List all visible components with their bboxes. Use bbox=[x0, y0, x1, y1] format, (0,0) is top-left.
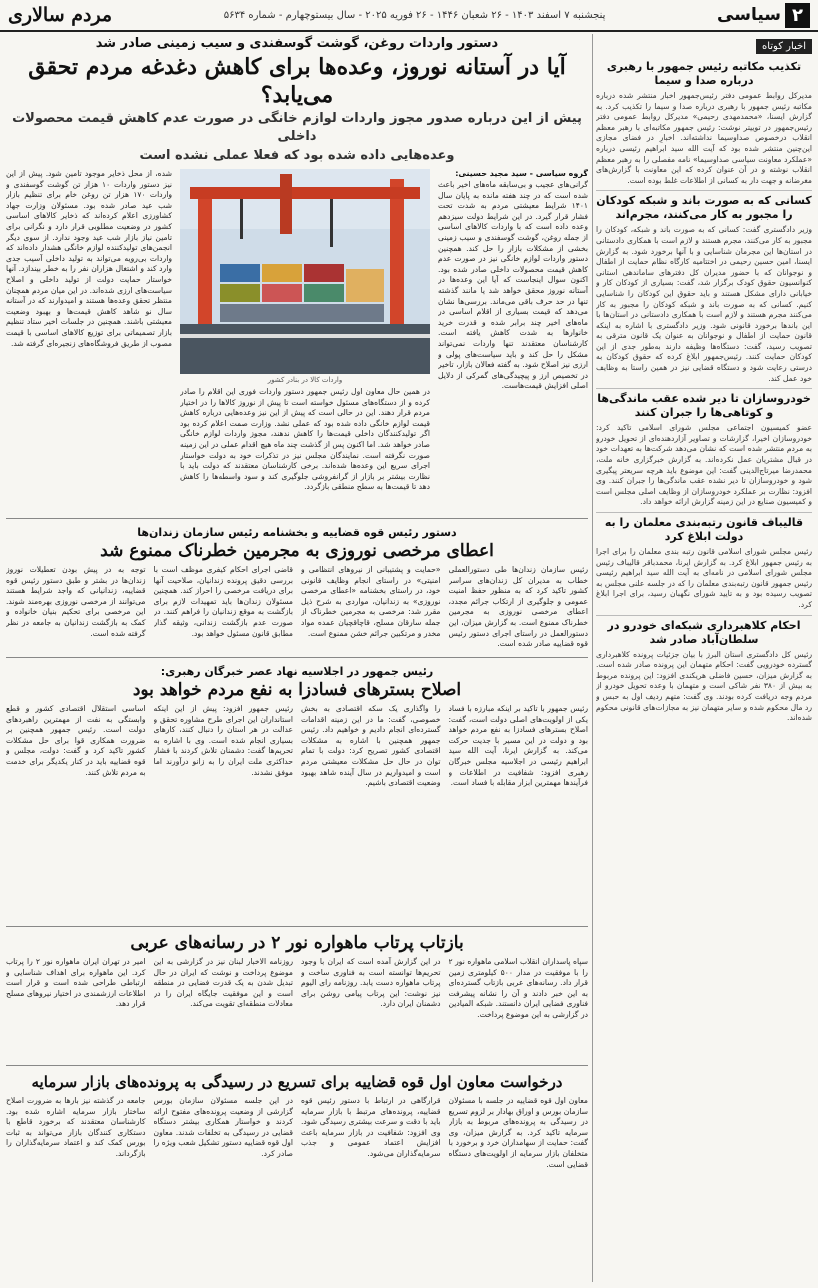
lead-column bbox=[438, 169, 588, 514]
photo-caption: واردات کالا در بنادر کشور bbox=[267, 376, 343, 384]
story3-headline: اصلاح بسترهای فسادزا به نفع مردم خواهد بود bbox=[132, 680, 462, 700]
story2-column: «حمایت و پشتیبانی از نیروهای انتظامی و امنیتی» در راستای انجام وظایف قانونی خود، در راستای بخشنامه «اعطای مرخصی نوروزی» به زندانیان، مواردی به شرح ذیل مقرر شد: مرخصی به مجرمین خطرناک از جمله سارقان مسلح، قاچاقچیان عمده مواد مخدر و مرتکبین جرائم خشن ممنوع است. bbox=[301, 565, 441, 638]
story3-column: اساسی استقلال اقتصادی کشور و قطع وابستگی به نفت از مهمترین راهبردهای دولت است. رئیس جمهور همچنین بر ضرورت همکاری قوا برای حل مشکلات کشور تاکید کرد و گفت: دولت، مجلس و قوه قضاییه باید در کنار یکدیگر برای خدمت به مردم تلاش کنند. bbox=[6, 704, 146, 777]
sidebar-tag: اخبار کوتاه bbox=[756, 39, 812, 54]
lead-column-text-3: شده، از محل ذخایر موجود تامین شود. پیش از این نیز دستور واردات ۱۰ هزار تن گوشت گوسفندی و واردات ۱۷۰ هزار تن روغن خام برای تنظیم بازار شب عید صادر شده بود. مسئولان وزارت جهاد کشاورزی اعلام کرده‌اند که ذخایر کالاهای اساسی کشور در وضعیت مطلوبی قرار دارد و نگرانی برای تامین نیاز بازار شب عید وجود ندارد. از سوی دیگر انجمن‌های تولیدکننده لوازم خانگی هشدار داده‌اند که واردات بی‌رویه می‌تواند به تولید داخلی آسیب جدی وارد کند و اشتغال هزاران نفر را به خطر بیندازد. آنها خواستار حمایت دولت از تولید داخلی و اصلاح سیاست‌های ارزی شده‌اند. در این میان مردم همچنان منتظر تحقق وعده‌ها هستند و امیدوارند که در آستانه سال نو شاهد کاهش قیمت‌ها و بهبود وضعیت معیشتی باشند. همچنین در جلسات اخیر ستاد تنظیم بازار تصمیماتی برای توزیع کالاهای اساسی با قیمت مصوب از طریق فروشگاه‌های زنجیره‌ای گرفته شد. bbox=[6, 169, 172, 348]
sidebar-divider bbox=[596, 615, 812, 616]
story-divider bbox=[6, 657, 588, 658]
sidebar-item-body: عضو کمیسیون اجتماعی مجلس شورای اسلامی تاکید کرد: خودروسازان اخیرا، گزارشات و تصاویر آزاردهنده‌ای از تحویل خودرو به مردم منتشر شده است که نشان می‌دهد شرکت‌ها به تعهدات خود در قبال مشتریان عمل نکرده‌اند. به گزارش خبرگزاری خانه ملت، محمدرضا میرتاج‌الدینی گفت: این موضوع باید هرچه سریعتر پیگیری شود و خودروسازان تا دیر نشده عقب ماندگی‌ها را جبران کنند. وی افزود: نظارت بر عملکرد خودروسازان از وظایف اصلی مجلس است و کمیسیون صنایع در این زمینه گزارش ارائه خواهد داد. bbox=[596, 423, 812, 507]
story2-body bbox=[6, 565, 588, 653]
story3-body bbox=[6, 704, 588, 922]
section-name: سیاسی bbox=[717, 5, 781, 25]
story-president bbox=[6, 662, 588, 922]
story-capital-market bbox=[6, 1070, 588, 1250]
sidebar-item-body: مدیرکل روابط عمومی دفتر رئیس‌جمهور اخبار منتشر شده درباره مکاتبه رئیس جمهور با رهبری درباره صدا و سیما را تکذیب کرد. به گزارش ایسنا، «محمدمهدی رحیمی» مدیرکل روابط عمومی دفتر رئیس‌جمهور در توییتر نوشت: رئیس جمهور مکاتبه‌ای با رهبر معظم انقلاب درخصوص صداوسیما نداشته‌اند. اخبارِ در فضای مجازی این‌چنین منتشر شده بود که آیت الله سید ابراهیم رئیسی درباره «عملکرد معاونت سیاسی صداوسیما» نامه مفصلی را به رهبر معظم انقلاب نوشته و در آن عنوان کرده که این معاونت با گزارش‌های مغرضانه و جهت دار به کسانی از اطلاعات غلط بوده است. bbox=[596, 91, 812, 185]
sidebar-item-body: وزیر دادگستری گفت: کسانی که به صورت باند و شبکه، کودکان را مجبور به کار می‌کنند، مجرم هستند و لازم است با همکاری دادستانی در استان‌ها این مجرمان شناسایی و با آنها برخورد شود. به گزارش ایسنا، امین حسین رحیمی در اختتامیه کارگاه نظام حمایت از اطفال و نوجوانان که با حضور مدیران کل دفترهای ساماندهی استانی کنوانسیون حقوق کودک برگزار شد، گفت: بسیاری از کودکان کار و خیابانی دارای مشکل هستند و باید حقوق این کودکان را شناسایی کنیم. کسانی که به صورت باند و شبکه کودکان را مجبور به کار می‌کنند مجرم هستند و لازم است با همکاری دادستانی در استان‌ها با این باندها برخورد قانونی شود. وزیر دادگستری با اشاره به اینکه قانون حمایت از اطفال و نوجوانان به عنوان یک قانون مترقی به تصویب رسید، گفت: دستگاه‌ها وظیفه دارند به‌طور جدی از این کودکان حمایت کنند. رئیس‌جمهور ابلاغ کرده که حقوق کودکان به درستی رعایت شود و دستگاه قضایی نیز در همین راستا به وظایف خود عمل کند. bbox=[596, 225, 812, 383]
story-divider bbox=[6, 926, 588, 927]
sidebar-item bbox=[596, 194, 812, 384]
story5-body bbox=[6, 1096, 588, 1236]
lead-subhead-2: وعده‌هایی داده شده بود که فعلا عملی نشده است bbox=[139, 148, 455, 163]
story5-column: معاون اول قوه قضاییه در جلسه با مسئولان سازمان بورس و اوراق بهادار بر لزوم تسریع در رسیدگی به پرونده‌های مربوط به بازار سرمایه تاکید کرد. به گزارش میزان، وی گفت: حمایت از سهامداران خرد و برخورد با متخلفان بازار سرمایه از اولویت‌های دستگاه قضایی است. bbox=[448, 1096, 588, 1169]
sidebar-item-title: خودروسازان تا دیر شده عقب ماندگی‌ها و کوتاهی‌ها را جبران کنند bbox=[597, 392, 811, 420]
story3-column: رئیس جمهور با تاکید بر اینکه مبارزه با فساد یکی از اولویت‌های اصلی دولت است، گفت: اصلاح بسترهای فسادزا به نفع مردم خواهد بود و دولت در این مسیر با جدیت حرکت می‌کند. به گزارش ایرنا، آیت الله سید ابراهیم رئیسی در اجلاسیه مجلس خبرگان رهبری افزود: شفافیت در اطلاعات و فرآیندها مهمترین ابزار مقابله با فساد است. bbox=[448, 704, 588, 788]
story5-column: در این جلسه مسئولان سازمان بورس گزارشی از وضعیت پرونده‌های مفتوح ارائه کردند و خواستار همکاری بیشتر دستگاه قضایی در رسیدگی به تخلفات شدند. معاون اول قوه قضاییه دستور تشکیل شعب ویژه را صادر کرد. bbox=[153, 1096, 293, 1158]
story2-column: قاضی اجرای احکام کیفری موظف است با بررسی دقیق پرونده زندانیان، صلاحیت آنها برای دریافت مرخصی را احراز کند. همچنین مسئولان زندان‌ها باید تمهیدات لازم برای بازگشت به موقع زندانیان را فراهم کنند. در صورت عدم بازگشت زندانی، وثیقه گذار مطابق قانون مسئول خواهد بود. bbox=[153, 565, 293, 638]
sidebar-item-body: رئیس مجلس شورای اسلامی قانون رتبه بندی معلمان را برای اجرا به رئیس جمهور ابلاغ کرد. به گزارش ایرنا، محمدباقر قالیباف رئیس مجلس شورای اسلامی در نامه‌ای به آیت الله سید ابراهیم رئیسی رئیس جمهور قانون رتبه‌بندی معلمان را که در جلسه علنی مجلس به تصویب رسیده بود و به تایید شورای نگهبان رسید، برای اجرا ابلاغ کرد. bbox=[596, 547, 812, 609]
sidebar-divider bbox=[596, 190, 812, 191]
lead-subhead: پیش از این درباره صدور مجوز واردات لوازم خانگی در صورت عدم کاهش قیمت محصولات داخلی bbox=[12, 111, 582, 144]
story3-kicker: رئیس جمهور در اجلاسیه نهاد عصر خبرگان رهبری: bbox=[160, 665, 434, 678]
story-satellite bbox=[6, 931, 588, 1061]
lead-headline: آیا در آستانه نوروز، وعده‌ها برای کاهش دغدغه مردم تحقق می‌یابد؟ bbox=[28, 54, 566, 108]
story-divider bbox=[6, 518, 588, 519]
sidebar-item bbox=[596, 619, 812, 724]
story4-body bbox=[6, 957, 588, 1057]
port-photo bbox=[180, 169, 430, 374]
main-content bbox=[6, 34, 588, 1282]
story2-headline: اعطای مرخصی نوروزی به مجرمین خطرناک ممنوع شد bbox=[100, 541, 494, 561]
story2-column: رئیس سازمان زندان‌ها طی دستورالعملی خطاب به مدیران کل زندان‌های سراسر کشور تاکید کرد که به منظور حفظ امنیت عمومی و جلوگیری از ارتکاب جرائم مجدد، اعطای مرخصی نوروزی به مجرمین خطرناک ممنوع است. به گزارش میزان، این دستورالعمل در راستای اجرای دستور رئیس قوه قضاییه صادر شده است. bbox=[448, 565, 588, 649]
lead-body bbox=[6, 169, 588, 514]
sidebar-divider bbox=[596, 512, 812, 513]
lead-photo-column bbox=[180, 169, 430, 514]
page-number: ۲ bbox=[785, 3, 810, 28]
sidebar-item-title: احکام کلاهبرداری شبکه‌ای خودرو در سلطان‌آباد صادر شد bbox=[607, 618, 801, 646]
lead-column bbox=[6, 169, 172, 514]
story3-column: رئیس جمهور افزود: پیش از این اینکه استانداران این اجرای طرح مشاوره تحقق و عدالت در هر استان را دنبال کنند، کارهای بسیاری انجام شده است. وی با اشاره به تحریم‌ها گفت: دشمنان تلاش کردند با فشار حداکثری ملت ایران را به زانو درآورند اما موفق نشدند. bbox=[153, 704, 293, 777]
sidebar-item bbox=[596, 60, 812, 186]
issue-info: پنجشنبه ۷ اسفند ۱۴۰۳ - ۲۶ شعبان ۱۴۴۶ - ۲۶ فوریه ۲۰۲۵ - سال بیستوچهارم - شماره ۵۶۳۴ bbox=[223, 9, 606, 21]
lead-column-text-2: در همین حال معاون اول رئیس جمهور دستور واردات فوری این اقلام را صادر کرده و از دستگاه‌های مسئول خواسته است تا پیش از نوروز کالاها را در اختیار مردم قرار دهند. این در حالی است که پیش از این نیز وعده‌هایی درباره کاهش قیمت لوازم خانگی داده شده بود که عملی نشد. وزارت صمت اعلام کرده بود اگر تولیدکنندگان داخلی قیمت‌ها را کاهش ندهند، مجوز واردات لوازم خانگی صادر خواهد شد. اما اکنون پس از گذشت چند ماه هیچ اقدام عملی در این زمینه صورت نگرفته است. نمایندگان مجلس نیز در تذکرات خود به دولت خواستار اجرای سریع این وعده‌ها شده‌اند. برخی کارشناسان معتقدند که دولت باید با نظارت بیشتر بر بازار از گرانفروشی جلوگیری کند و سود واسطه‌ها را کاهش دهد تا قیمت‌ها به سطح منطقی بازگردد. bbox=[180, 387, 430, 492]
sidebar-item-title: قالیباف قانون رتبه‌بندی معلمان را به دولت ابلاغ کرد bbox=[604, 516, 804, 543]
story4-column: امیر در تهران ایران ماهواره نور ۲ را پرتاب کرد. این ماهواره برای اهداف شناسایی و ارتباطی طراحی شده است و قرار است اطلاعات ارزشمندی در اختیار نیروهای مسلح قرار دهد. bbox=[6, 957, 146, 1009]
lead-kicker: دستور واردات روغن، گوشت گوسفندی و سیب زمینی صادر شد bbox=[95, 36, 499, 51]
story3-column: را واگذاری یک سکه اقتصادی به بخش خصوصی، گفت: ما در این زمینه اقدامات گسترده‌ای انجام دادیم و خواهیم داد. رئیس جمهور همچنین با اشاره به مشکلات اقتصادی کشور تصریح کرد: دولت با تمام توان در حال حل مشکلات معیشتی مردم است و امیدواریم در سال آینده شاهد بهبود وضعیت اقتصادی باشیم. bbox=[301, 704, 441, 788]
sidebar-item bbox=[596, 392, 812, 508]
lead-byline: گروه سیاسی - سید مجید حسینی: bbox=[455, 169, 588, 178]
sidebar-item-title: تکذیب مکاتبه رئیس جمهور با رهبری درباره صدا و سیما bbox=[606, 60, 802, 87]
column-divider bbox=[592, 34, 593, 1282]
sidebar-news bbox=[596, 34, 812, 1282]
story2-column: توجه به در پیش بودن تعطیلات نوروز زندان‌ها در بشتر و طبق دستور رئیس قوه قضاییه، زندانیانی که واجد شرایط هستند می‌توانند از مرخصی نوروزی بهره‌مند شوند. این مرخصی برای تحکیم بنیان خانواده و کمک به بازگشت زندانیان به جامعه در نظر گرفته شده است. bbox=[6, 565, 146, 638]
container-port-image bbox=[180, 169, 430, 374]
story-prisoners bbox=[6, 523, 588, 653]
lead-column-text: گرانی‌های عجیب و بی‌سابقه ماه‌های اخیر باعث شده است که در چند هفته مانده به پایان سال ۱۴۰۱ شرایط معیشتی مردم به شدت تحت فشار قرار گیرد. در این شرایط دولت سیزدهم وعده داده است که با واردات کالاهای اساسی از جمله روغن، گوشت گوسفندی و سیب زمینی بخشی از مشکلات بازار را حل کند. همچنین دستور واردات لوازم خانگی نیز در صورت عدم کاهش قیمت محصولات داخلی صادر شده بود. اکنون سوال اینجاست که آیا این وعده‌ها در آستانه نوروز محقق خواهد شد یا مانند گذشته تنها در حد حرف باقی می‌ماند. بررسی‌ها نشان می‌دهد که قیمت بسیاری از اقلام اساسی در ماه‌های اخیر چند برابر شده و قدرت خرید خانوارها به شدت کاهش یافته است. کارشناسان معتقدند تنها واردات نمی‌تواند مشکل را حل کند و باید سیاست‌های پولی و ارزی نیز اصلاح شود. به گفته فعالان بازار، تاخیر در تخصیص ارز و پیچیدگی‌های گمرکی از دلایل اصلی افزایش قیمت‌هاست. bbox=[438, 180, 588, 391]
sidebar-item-body: رئیس کل دادگستری استان البرز با بیان جزئیات پرونده کلاهبرداری گسترده خودرویی گفت: احکام متهمان این پرونده صادر شده است. به گزارش میزان، حسین فاضلی هریکندی افزود: این پرونده مربوط به بیش از ۳۸۰ نفر شاکی است و متهمان با وعده تحویل خودرو از مردم وجه دریافت کرده بودند. وی گفت: متهم ردیف اول به حبس و رد مال محکوم شده و سایر متهمان نیز به مجازات‌های قانونی محکوم شده‌اند. bbox=[596, 649, 812, 723]
lead-story bbox=[6, 34, 588, 514]
page-badge bbox=[717, 3, 810, 28]
story4-column: در این گزارش آمده است که ایران با وجود تحریم‌ها توانسته است به فناوری ساخت و پرتاب ماهواره دست یابد. روزنامه رای الیوم نیز نوشت: این پرتاب پیامی روشن برای دشمنان ایران دارد. bbox=[301, 957, 441, 1009]
page-header bbox=[0, 0, 818, 32]
story5-column: قرارگاهی در ارتباط با دستور رئیس قوه قضاییه، پرونده‌های مرتبط با بازار سرمایه باید با دقت و سرعت بیشتری رسیدگی شود. وی افزود: شفافیت در بازار سرمایه باعث افزایش اعتماد عمومی و جذب سرمایه‌گذاران می‌شود. bbox=[301, 1096, 441, 1158]
sidebar-divider bbox=[596, 388, 812, 389]
story2-kicker: دستور رئیس قوه قضاییه و بخشنامه رئیس سازمان زندان‌ها bbox=[137, 526, 457, 539]
story4-column: سپاه پاسداران انقلاب اسلامی ماهواره نور ۲ را با موفقیت در مدار ۵۰۰ کیلومتری زمین قرار داد. رسانه‌های عربی بازتاب گسترده‌ای به این خبر دادند و آن را نشانه پیشرفت فناوری فضایی ایران دانستند. شبکه المیادین در گزارشی به این موضوع پرداخت. bbox=[448, 957, 588, 1019]
masthead-logo: مردم سالاری bbox=[8, 4, 113, 26]
story4-headline: بازتاب پرتاب ماهواره نور ۲ در رسانه‌های عربی bbox=[130, 933, 464, 953]
story4-column: روزنامه الاخبار لبنان نیز در گزارشی به این موضوع پرداخت و نوشت که ایران در حال تبدیل شدن به یک قدرت فضایی در منطقه است و این موفقیت جایگاه ایران را در معادلات منطقه‌ای تقویت می‌کند. bbox=[153, 957, 293, 1009]
sidebar-item-title: کسانی که به صورت باند و شبکه کودکان را مجبور به کار می‌کنند، مجرم‌اند bbox=[596, 194, 812, 222]
story5-headline: درخواست معاون اول قوه قضاییه برای تسریع در رسیدگی به پرونده‌های بازار سرمایه bbox=[31, 1073, 563, 1091]
story-divider bbox=[6, 1065, 588, 1066]
sidebar-item bbox=[596, 516, 812, 611]
story5-column: جامعه در گذشته نیز بارها به ضرورت اصلاح ساختار بازار سرمایه اشاره شده بود. کارشناسان معتقدند که برخورد قاطع با دستکاری کنندگان بازار می‌تواند به ثبات بورس کمک کند و اعتماد سرمایه‌گذاران را بازگرداند. bbox=[6, 1096, 146, 1158]
